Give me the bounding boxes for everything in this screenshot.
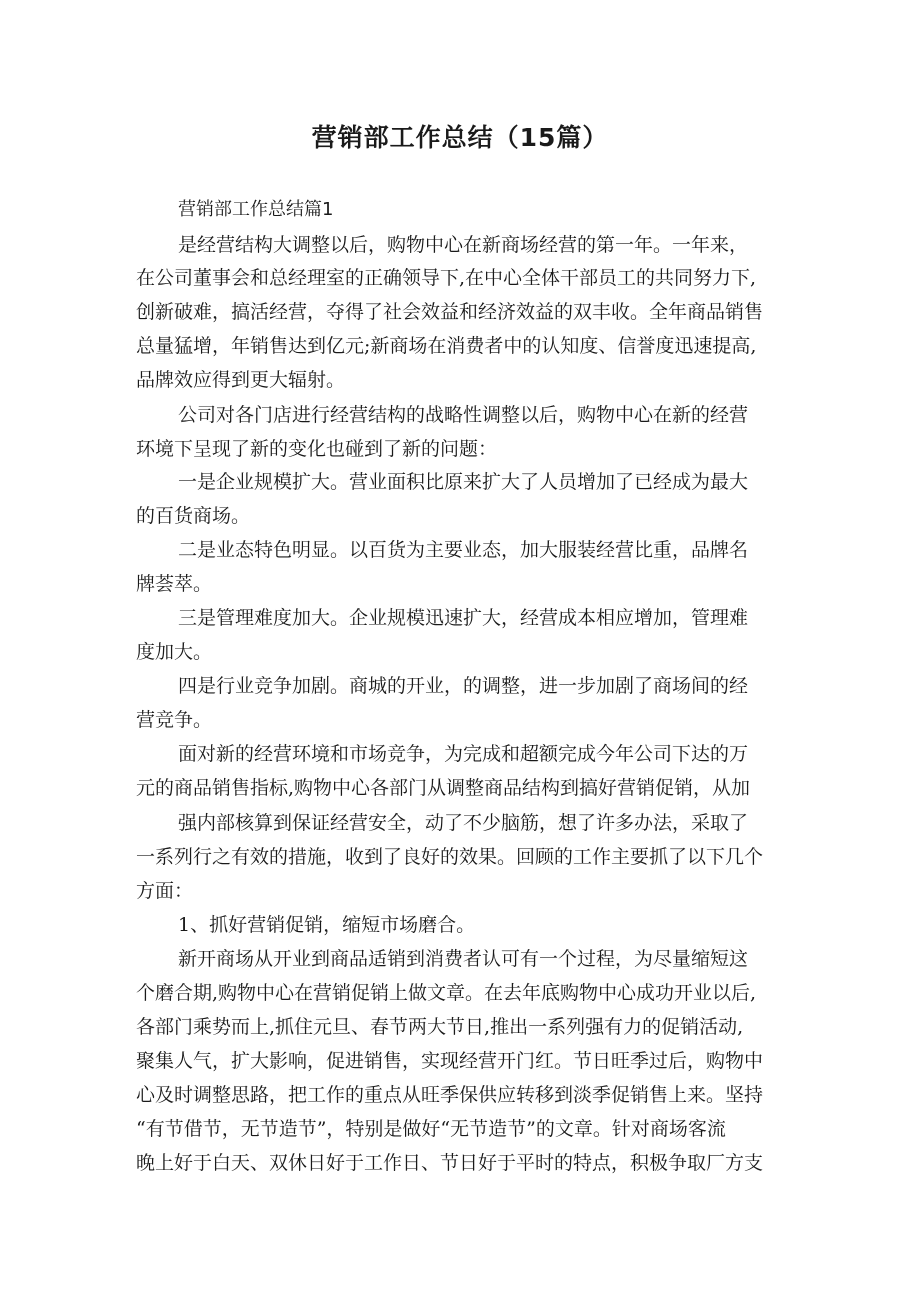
section-heading: 营销部工作总结篇1 (178, 199, 334, 220)
paragraph-line: 度加大。 (136, 641, 213, 663)
paragraph-line: 创新破难，搞活经营，夺得了社会效益和经济效益的双丰收。全年商品销售 (136, 301, 764, 323)
paragraph-line: 三是管理难度加大。企业规模迅速扩大，经营成本相应增加，管理难 (178, 607, 749, 629)
paragraph-line: 一系列行之有效的措施，收到了良好的效果。回顾的工作主要抓了以下几个 (136, 846, 764, 868)
paragraph-line: 面对新的经营环境和市场竞争，为完成和超额完成今年公司下达的万 (178, 743, 749, 765)
paragraph-line: 二是业态特色明显。以百货为主要业态，加大服装经营比重，品牌名 (178, 539, 749, 561)
paragraph-line: 是经营结构大调整以后，购物中心在新商场经营的第一年。一年来， (178, 234, 749, 256)
paragraph-line: 晚上好于白天、双休日好于工作日、节日好于平时的特点，积极争取厂方支 (136, 1152, 764, 1174)
document-title: 营销部工作总结（15篇） (311, 123, 609, 152)
paragraph-line: 聚集人气，扩大影响，促进销售，实现经营开门红。节日旺季过后，购物中 (136, 1050, 764, 1072)
paragraph-line: 环境下呈现了新的变化也碰到了新的问题： (136, 438, 498, 460)
paragraph-line: 在公司董事会和总经理室的正确领导下,在中心全体干部员工的共同努力下, (136, 267, 757, 289)
paragraph-line: 品牌效应得到更大辐射。 (136, 369, 346, 391)
paragraph-line: 四是行业竞争加剧。商城的开业，的调整，进一步加剧了商场间的经 (178, 675, 749, 697)
paragraph-line: 各部门乘势而上,抓住元旦、春节两大节日,推出一系列强有力的促销活动, (136, 1016, 744, 1038)
paragraph-line: 个磨合期,购物中心在营销促销上做文章。在去年底购物中心成功开业以后, (136, 982, 757, 1004)
paragraph-line: 一是企业规模扩大。营业面积比原来扩大了人员增加了已经成为最大 (178, 471, 749, 493)
paragraph-line: 的百货商场。 (136, 505, 251, 527)
paragraph-line: 心及时调整思路，把工作的重点从旺季保供应转移到淡季促销售上来。坚持 (136, 1084, 764, 1106)
paragraph-line: “有节借节，无节造节”，特别是做好“无节造节”的文章。针对商场客流 (136, 1118, 726, 1140)
paragraph-line: 公司对各门店进行经营结构的战略性调整以后，购物中心在新的经营 (178, 404, 749, 426)
paragraph-line: 新开商场从开业到商品适销到消费者认可有一个过程，为尽量缩短这 (178, 948, 749, 970)
paragraph-line: 牌荟萃。 (136, 573, 213, 595)
numbered-heading: 1、抓好营销促销，缩短市场磨合。 (178, 914, 476, 936)
paragraph-line: 营竞争。 (136, 709, 213, 731)
paragraph-line: 总量猛增，年销售达到亿元;新商场在消费者中的认知度、信誉度迅速提高, (136, 335, 757, 357)
paragraph-line: 元的商品销售指标,购物中心各部门从调整商品结构到搞好营销促销，从加 (136, 777, 751, 799)
paragraph-line: 方面： (136, 880, 194, 902)
paragraph-line: 强内部核算到保证经营安全，动了不少脑筋，想了许多办法，采取了 (178, 812, 749, 834)
